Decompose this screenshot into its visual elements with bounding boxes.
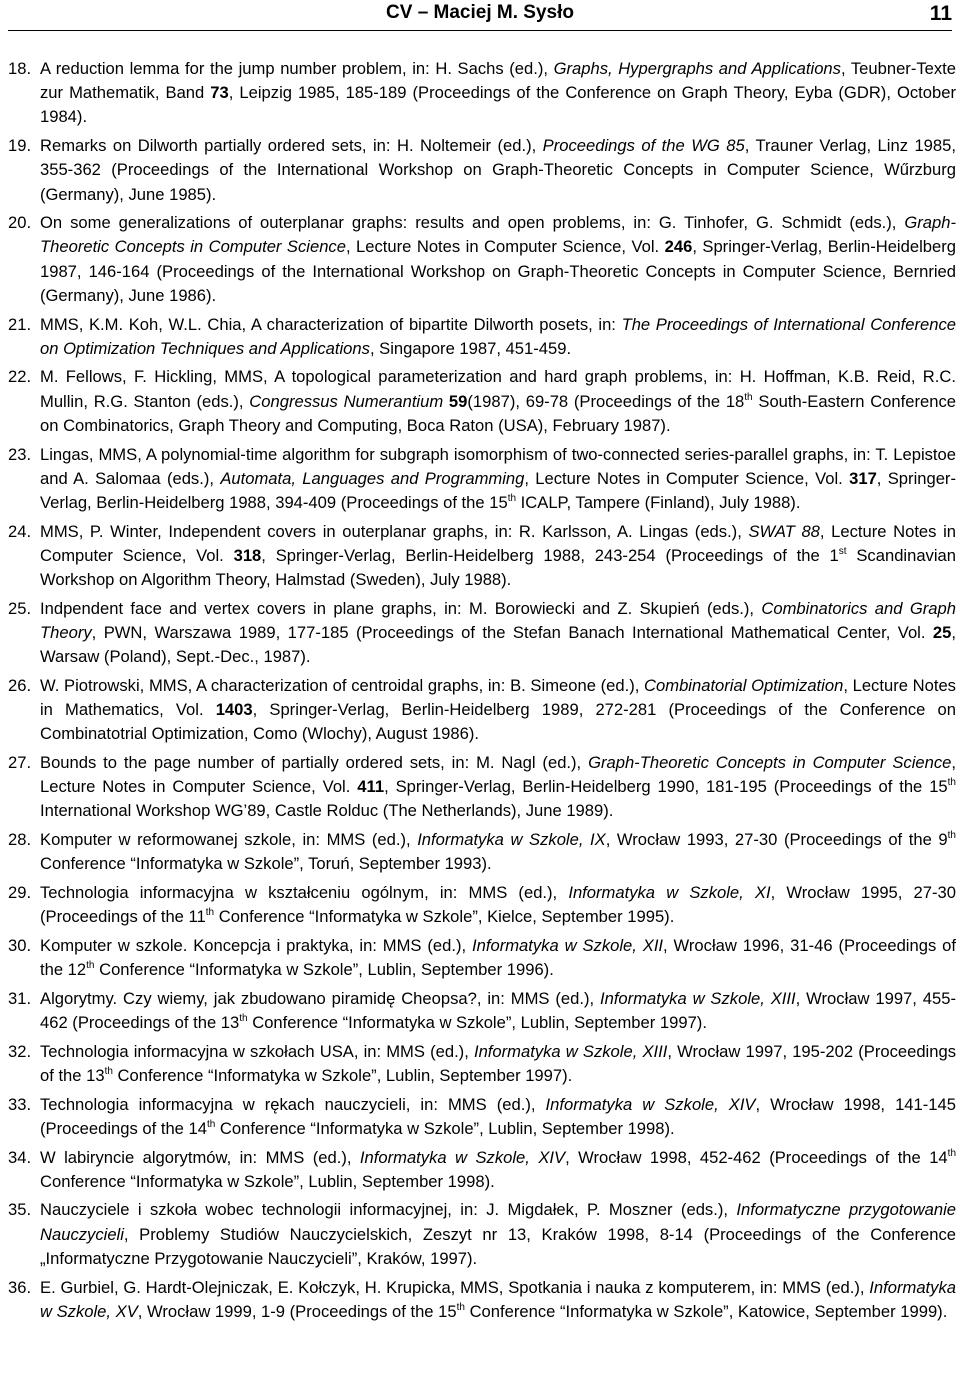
entry-text bbox=[40, 751, 956, 824]
title-italic: SWAT 88 bbox=[748, 521, 820, 541]
title-italic: Informatyka w Szkole, XI bbox=[568, 883, 771, 902]
text-run: Komputer w reformowanej szkole, in: MMS (ed.), bbox=[40, 830, 418, 850]
ordinal-suffix: st bbox=[838, 545, 847, 557]
text-run: Technologia informacyjna w szkołach USA, in: MMS (ed.), bbox=[40, 1041, 474, 1061]
entry-text bbox=[40, 1276, 956, 1324]
text-run: Conference “Informatyka w Szkole”, Toruń, September 1993). bbox=[40, 854, 492, 874]
text-run: (1987), 69-78 (Proceedings of the 18 bbox=[467, 391, 745, 411]
entry-number: 26. bbox=[8, 675, 32, 695]
text-run: Conference “Informatyka w Szkole”, Katowice, September 1999). bbox=[464, 1301, 948, 1321]
text-run: MMS, K.M. Koh, W.L. Chia, A characterization of bipartite Dilworth posets, in: bbox=[40, 314, 622, 334]
volume-bold: 317 bbox=[849, 468, 877, 488]
ordinal-suffix: th bbox=[947, 777, 956, 789]
page-header bbox=[8, 0, 952, 31]
list-item bbox=[8, 597, 956, 670]
text-run: , Springer-Verlag, Berlin-Heidelberg 1990, 181-195 (Proceedings of the 15 bbox=[384, 777, 948, 797]
text-run: South-Eastern Conference on Combinatorics, Graph Theory and Computing, Boca Raton (USA), February 1987). bbox=[40, 391, 956, 435]
entry-number: 18. bbox=[8, 59, 32, 78]
text-run: Conference “Informatyka w Szkole”, Lublin, September 1996). bbox=[94, 960, 554, 980]
entry-number: 36. bbox=[8, 1277, 32, 1297]
text-run: , Springer-Verlag, Berlin-Heidelberg 1989, 272-281 (Proceedings of the Conference on Combinatotrial Optimization, Como (Wlochy), August 1986). bbox=[40, 700, 956, 744]
title-italic: Informatyczne przygotowanie Nauczycieli bbox=[40, 1200, 956, 1244]
ordinal-suffix: th bbox=[205, 907, 215, 919]
text-run: , Springer-Verlag, Berlin-Heidelberg 1988, 394-409 (Proceedings of the 15 bbox=[40, 468, 956, 512]
title-italic: Informatyka w Szkole, XV bbox=[40, 1277, 956, 1321]
list-item bbox=[8, 1276, 956, 1324]
text-run: Technologia informacyjna w rękach nauczycieli, in: MMS (ed.), bbox=[40, 1094, 546, 1114]
text-run: , Springer-Verlag, Berlin-Heidelberg 1988, 243-254 (Proceedings of the 1 bbox=[261, 545, 839, 565]
entry-text bbox=[40, 934, 956, 982]
text-run: , Lecture Notes in Computer Science, Vol. bbox=[40, 521, 956, 565]
text-run: , Wrocław 1995, 27-30 (Proceedings of the 11 bbox=[40, 883, 956, 927]
text-run: , Lecture Notes in Computer Science, Vol. bbox=[40, 752, 956, 797]
text-run: , Wrocław 1998, 452-462 (Proceedings of the 14 bbox=[565, 1147, 948, 1167]
text-run: , Trauner Verlag, Linz 1985, 355-362 (Proceedings of the International Workshop on Graph-Theoretic Concepts in Computer Science, Wűrzburg (Germany), June 1985). bbox=[40, 136, 956, 204]
text-run: International Workshop WG’89, Castle Rolduc (The Netherlands), June 1989). bbox=[40, 801, 614, 821]
title-italic: Graph-Theoretic Concepts in Computer Science bbox=[588, 752, 952, 772]
entry-text bbox=[40, 597, 956, 670]
volume-bold: 59 bbox=[448, 391, 468, 411]
title-italic: Informatyka w Szkole, XIII bbox=[473, 1041, 668, 1061]
ordinal-suffix: th bbox=[456, 1301, 465, 1313]
ordinal-suffix: th bbox=[206, 1118, 216, 1130]
entry-number: 27. bbox=[8, 752, 32, 772]
list-item bbox=[8, 134, 956, 207]
text-run: , Leipzig 1985, 185-189 (Proceedings of the Conference on Graph Theory, Eyba (GDR), October 1984). bbox=[40, 83, 957, 127]
volume-bold: 1403 bbox=[215, 700, 253, 720]
list-item bbox=[8, 520, 956, 593]
text-run: On some generalizations of outerplanar graphs: results and open problems, in: G. Tinhofer, G. Schmidt (eds.), bbox=[40, 213, 905, 233]
entry-number: 28. bbox=[8, 830, 32, 850]
text-run: , Wrocław 1993, 27-30 (Proceedings of the 9 bbox=[605, 830, 948, 850]
publication-list bbox=[8, 57, 956, 1328]
title-italic: Graphs, Hypergraphs and Applications bbox=[553, 59, 841, 78]
entry-text bbox=[40, 1198, 956, 1271]
text-run: , Lecture Notes in Computer Science, Vol. bbox=[345, 237, 665, 257]
entry-text bbox=[40, 520, 956, 593]
entry-text bbox=[40, 57, 956, 130]
entry-number: 30. bbox=[8, 935, 32, 955]
text-run: M. Fellows, F. Hickling, MMS, A topological parameterization and hard graph problems, in: H. Hoffman, K.B. Reid, R.C. Mullin, R.G. Stanton (eds.), bbox=[40, 367, 956, 411]
text-run: Indpendent face and vertex covers in plane graphs, in: M. Borowiecki and Z. Skupień (eds.), bbox=[40, 598, 762, 618]
ordinal-suffix: th bbox=[947, 1147, 957, 1159]
entry-text bbox=[40, 443, 956, 516]
ordinal-suffix: th bbox=[744, 391, 753, 403]
entry-number: 32. bbox=[8, 1041, 32, 1061]
text-run: W. Piotrowski, MMS, A characterization of centroidal graphs, in: B. Simeone (ed.), bbox=[40, 675, 645, 695]
header-title: CV – Maciej M. Sysło bbox=[386, 2, 574, 23]
ordinal-suffix: th bbox=[507, 492, 517, 504]
text-run: , Wrocław 1997, 455-462 (Proceedings of the 13 bbox=[40, 988, 956, 1033]
title-italic: The Proceedings of International Conference on Optimization Techniques and Applications bbox=[40, 314, 956, 358]
text-run: , Wrocław 1999, 1-9 (Proceedings of the 15 bbox=[137, 1301, 457, 1321]
title-italic: Automata, Languages and Programming bbox=[220, 468, 525, 488]
entry-number: 33. bbox=[8, 1094, 32, 1114]
text-run: A reduction lemma for the jump number problem, in: H. Sachs (ed.), bbox=[40, 59, 554, 78]
entry-text bbox=[40, 313, 956, 361]
title-italic: Combinatorics and Graph Theory bbox=[40, 598, 956, 642]
entry-number: 21. bbox=[8, 314, 32, 334]
entry-number: 24. bbox=[8, 521, 32, 541]
title-italic: Congressus Numerantium bbox=[249, 391, 444, 411]
entry-number: 23. bbox=[8, 444, 32, 464]
text-run: Conference “Informatyka w Szkole”, Lublin, September 1998). bbox=[215, 1118, 675, 1138]
list-item bbox=[8, 365, 956, 438]
text-run: , Wrocław 1998, 141-145 (Proceedings of the 14 bbox=[40, 1094, 956, 1138]
list-item bbox=[8, 443, 956, 516]
text-run: Conference “Informatyka w Szkole”, Kielce, September 1995). bbox=[214, 907, 675, 927]
text-run: MMS, P. Winter, Independent covers in outerplanar graphs, in: R. Karlsson, A. Lingas (eds.), bbox=[40, 521, 749, 541]
ordinal-suffix: th bbox=[239, 1013, 248, 1025]
title-italic: Graph-Theoretic Concepts in Computer Science bbox=[40, 213, 956, 257]
list-item bbox=[8, 828, 956, 876]
text-run: ICALP, Tampere (Finland), July 1988). bbox=[516, 492, 801, 512]
text-run: Nauczyciele i szkoła wobec technologii informacyjnej, in: J. Migdałek, P. Moszner (eds.), bbox=[40, 1200, 737, 1220]
title-italic: Combinatorial Optimization bbox=[644, 675, 844, 695]
text-run: Conference “Informatyka w Szkole”, Lublin, September 1998). bbox=[40, 1171, 495, 1191]
title-italic: Informatyka w Szkole, XIII bbox=[599, 988, 796, 1008]
text-run: , PWN, Warszawa 1989, 177-185 (Proceedings of the Stefan Banach International Mathematical Center, Vol. bbox=[91, 622, 933, 642]
list-item bbox=[8, 1146, 956, 1194]
list-item bbox=[8, 57, 956, 130]
entry-text bbox=[40, 828, 956, 876]
text-run: , Singapore 1987, 451-459. bbox=[369, 338, 572, 358]
volume-bold: 25 bbox=[932, 622, 952, 642]
entry-number: 35. bbox=[8, 1200, 32, 1220]
entry-text bbox=[40, 134, 956, 207]
list-item bbox=[8, 674, 956, 747]
text-run: Scandinavian Workshop on Algorithm Theory, Halmstad (Sweden), July 1988). bbox=[40, 545, 957, 590]
text-run: Algorytmy. Czy wiemy, jak zbudowano piramidę Cheopsa?, in: MMS (ed.), bbox=[40, 988, 600, 1008]
list-item bbox=[8, 211, 956, 308]
text-run: E. Gurbiel, G. Hardt-Olejniczak, E. Kołczyk, H. Krupicka, MMS, Spotkania i nauka z komputerem, in: MMS (ed.), bbox=[40, 1277, 870, 1297]
text-run: , Wrocław 1997, 195-202 (Proceedings of the 13 bbox=[40, 1041, 956, 1085]
list-item bbox=[8, 1093, 956, 1141]
entry-text bbox=[40, 1146, 956, 1194]
entry-number: 34. bbox=[8, 1147, 32, 1167]
entry-text bbox=[40, 1093, 956, 1141]
entry-text bbox=[40, 365, 956, 438]
text-run: , Springer-Verlag, Berlin-Heidelberg 1987, 146-164 (Proceedings of the International Workshop on Graph-Theoretic Concepts in Computer Science, Bernried (Germany), June 1986). bbox=[40, 237, 956, 305]
entry-number: 25. bbox=[8, 598, 32, 618]
entry-text bbox=[40, 211, 956, 308]
text-run: Komputer w szkole. Koncepcja i praktyka, in: MMS (ed.), bbox=[40, 935, 473, 955]
entry-number: 31. bbox=[8, 988, 32, 1008]
volume-bold: 73 bbox=[210, 83, 229, 103]
text-run: , Wrocław 1996, 31-46 (Proceedings of the 12 bbox=[40, 935, 956, 980]
list-item bbox=[8, 1040, 956, 1088]
title-italic: Proceedings of the WG 85 bbox=[542, 136, 745, 156]
entry-text bbox=[40, 1040, 956, 1088]
text-run: , Warsaw (Poland), Sept.-Dec., 1987). bbox=[40, 622, 956, 667]
page-number: 11 bbox=[929, 2, 952, 25]
list-item bbox=[8, 751, 956, 824]
list-item bbox=[8, 934, 956, 982]
title-italic: Informatyka w Szkole, XIV bbox=[545, 1094, 756, 1114]
entry-number: 19. bbox=[8, 136, 32, 156]
ordinal-suffix: th bbox=[86, 960, 95, 972]
list-item bbox=[8, 987, 956, 1035]
text-run: , Lecture Notes in Mathematics, Vol. bbox=[40, 675, 956, 720]
ordinal-suffix: th bbox=[104, 1065, 113, 1077]
text-run: , Problemy Studiów Nauczycielskich, Zeszyt nr 13, Kraków 1998, 8-14 (Proceedings of the Conference „Informatyczne Przygotowanie Nauczycieli”, Kraków, 1997). bbox=[40, 1224, 956, 1268]
list-item bbox=[8, 1198, 956, 1271]
volume-bold: 411 bbox=[357, 777, 385, 797]
text-run: , Teubner-Texte zur Mathematik, Band bbox=[40, 59, 957, 103]
title-italic: Informatyka w Szkole, XII bbox=[472, 935, 664, 955]
text-run: W labiryncie algorytmów, in: MMS (ed.), bbox=[40, 1147, 360, 1167]
ordinal-suffix: th bbox=[947, 830, 956, 842]
text-run: Bounds to the page number of partially ordered sets, in: M. Nagl (ed.), bbox=[40, 752, 589, 772]
list-item bbox=[8, 881, 956, 929]
entry-number: 20. bbox=[8, 213, 32, 233]
text-run: Technologia informacyjna w kształceniu ogólnym, in: MMS (ed.), bbox=[40, 883, 569, 902]
volume-bold: 246 bbox=[664, 237, 693, 257]
title-italic: Informatyka w Szkole, IX bbox=[417, 830, 606, 850]
text-run: Conference “Informatyka w Szkole”, Lublin, September 1997). bbox=[112, 1065, 573, 1085]
entry-text bbox=[40, 881, 956, 929]
title-italic: Informatyka w Szkole, XIV bbox=[359, 1147, 566, 1167]
list-item bbox=[8, 313, 956, 361]
text-run: Lingas, MMS, A polynomial-time algorithm for subgraph isomorphism of two-connected series-parallel graphs, in: T. Lepistoe and A. Salomaa (eds.), bbox=[40, 444, 956, 488]
text-run: , Lecture Notes in Computer Science, Vol. bbox=[524, 468, 850, 488]
entry-number: 29. bbox=[8, 883, 32, 902]
entry-text bbox=[40, 987, 956, 1035]
entry-text bbox=[40, 674, 956, 747]
entry-number: 22. bbox=[8, 367, 32, 387]
text-run: Conference “Informatyka w Szkole”, Lublin, September 1997). bbox=[247, 1013, 707, 1033]
text-run: Remarks on Dilworth partially ordered sets, in: H. Noltemeir (ed.), bbox=[40, 136, 543, 156]
volume-bold: 318 bbox=[233, 545, 262, 565]
